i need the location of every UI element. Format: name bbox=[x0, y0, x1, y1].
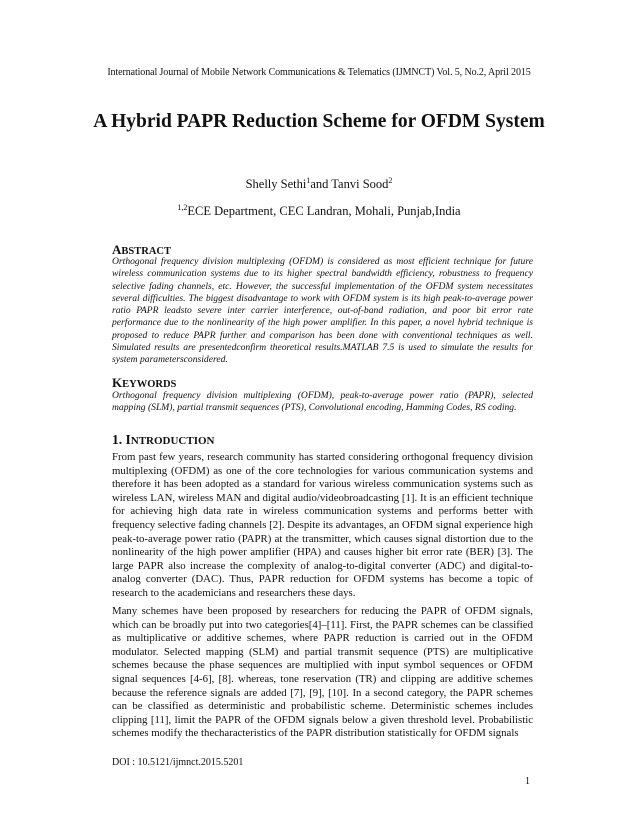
author-2: Tanvi Sood bbox=[331, 177, 389, 191]
author-joiner: and bbox=[310, 177, 332, 191]
author-2-affil-mark: 2 bbox=[388, 176, 393, 185]
running-header: International Journal of Mobile Network Communications & Telematics (IJMNCT) Vol. 5, No.2, April 2015 bbox=[107, 67, 531, 78]
introduction-heading: 1. INTRODUCTION bbox=[112, 432, 215, 447]
keywords-heading: KEYWORDS bbox=[112, 375, 177, 390]
introduction-paragraph-2: Many schemes have been proposed by researchers for reducing the PAPR of OFDM signals, which can be broadly put into two categories[4]–[11]. First, the PAPR schemes can be classified as multiplicative or additive schemes, where PAPR reduction is carried out in the OFDM modulator. Selected mapping (SLM) and partial transmit sequence (PTS) are multiplicative schemes because the phase sequences are multiplied with input symbol sequences or OFDM signal sequences [4-6], [8]. whereas, tone reservation (TR) and clipping are additive schemes because the reference signals are added [7], [9], [10]. In a second category, the PAPR schemes can be classified as deterministic and probabilistic scheme. Deterministic schemes includes clipping [11], limit the PAPR of the OFDM signals below a given threshold level. Probabilistic schemes modify the thecharacteristics of the PAPR distribution statistically for OFDM signals bbox=[112, 605, 533, 740]
affiliation-line bbox=[0, 204, 638, 219]
author-1-affil-mark: 1 bbox=[306, 176, 311, 185]
author-1: Shelly Sethi bbox=[245, 177, 307, 191]
abstract-text: Orthogonal frequency division multiplexing (OFDM) is considered as most efficient technique for future wireless communication systems due to its higher spectral bandwidth efficiency, robustness to frequency selective fading channels, etc. However, the successful implementation of the OFDM system necessitates several difficulties. The biggest disadvantage to work with OFDM system is its high peak-to-average power ratio PAPR leadsto severe inter carrier interference, out-of-band radiation, and poor bit error rate performance due to the nonlinearity of the high power amplifier. In this paper, a novel hybrid technique is proposed to reduce PAPR further and comparison has been done with conventional techniques as well. Simulated results are presentedconfirm theoretical results.MATLAB 7.5 is used to simulate the results for system parametersconsidered. bbox=[112, 256, 533, 366]
affiliation-text: ECE Department, CEC Landran, Mohali, Punjab,India bbox=[187, 204, 461, 218]
keywords-text: Orthogonal frequency division multiplexing (OFDM), peak-to-average power ratio (PAPR), selected mapping (SLM), partial transmit sequences (PTS), Convolutional encoding, Hamming Codes, RS coding. bbox=[112, 390, 533, 414]
affiliation-mark: 1,2 bbox=[177, 203, 188, 212]
author-line bbox=[0, 177, 638, 192]
paper-title: A Hybrid PAPR Reduction Scheme for OFDM System bbox=[93, 111, 545, 132]
introduction-paragraph-1: From past few years, research community has started considering orthogonal frequency division multiplexing (OFDM) as one of the core technologies for various communication systems and therefore it has been adopted as a standard for various wireless communication systems such as wireless LAN, wireless MAN and digital audio/videobroadcasting [1]. It is an efficient technique for achieving high data rate in wireless communication systems and performs better with frequency selective fading channels [2]. Despite its advantages, an OFDM signal experience high peak-to-average power ratio (PAPR) at the transmitter, which causes signal distortion due to the nonlinearity of the high power amplifier (HPA) and causes higher bit error rate (BER) [3]. The large PAPR also increase the complexity of analog-to-digital converter (ADC) and digital-to-analog converter (DAC). Thus, PAPR reduction for OFDM systems has become a topic of research to the academicians and researchers these days. bbox=[112, 451, 533, 599]
doi-footer: DOI : 10.5121/ijmnct.2015.5201 bbox=[112, 757, 244, 768]
page-number: 1 bbox=[525, 776, 530, 787]
abstract-heading: ABSTRACT bbox=[112, 242, 171, 257]
